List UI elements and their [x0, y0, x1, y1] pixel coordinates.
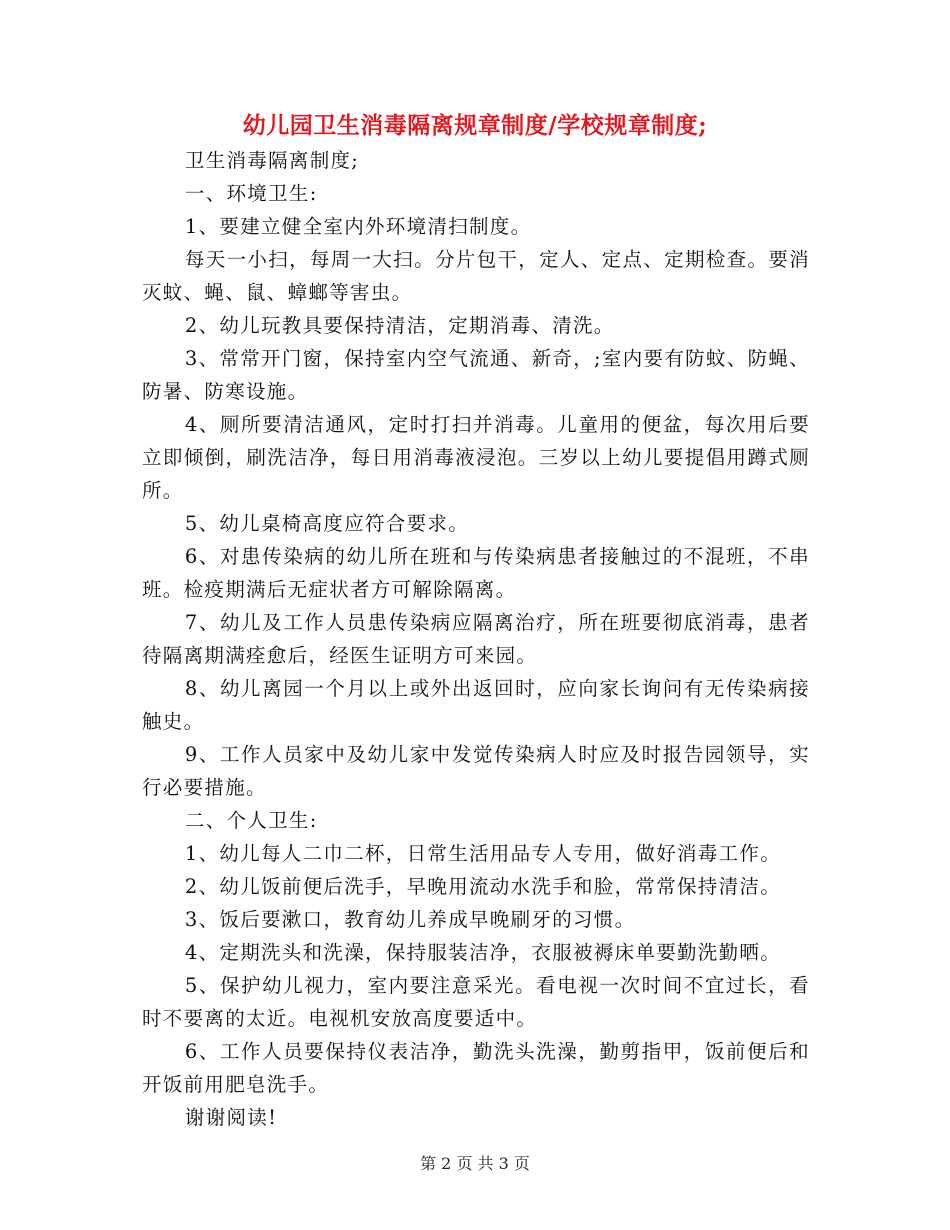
paragraph: 4、厕所要清洁通风，定时打扫并消毒。儿童用的便盆，每次用后要立即倾倒，刷洗洁净，每日用消毒液浸泡。三岁以上幼儿要提倡用蹲式厕所。 — [142, 413, 810, 502]
document-body — [142, 144, 810, 1134]
paragraph: 1、幼儿每人二巾二杯，日常生活用品专人专用，做好消毒工作。 — [184, 842, 781, 865]
section-heading: 一、环境卫生: — [184, 182, 318, 205]
paragraph: 8、幼儿离园一个月以上或外出返回时，应向家长询问有无传染病接触史。 — [142, 677, 810, 733]
document-title: 幼儿园卫生消毒隔离规章制度/学校规章制度; — [242, 112, 708, 139]
paragraph: 1、要建立健全室内外环境清扫制度。 — [184, 215, 532, 238]
paragraph: 7、幼儿及工作人员患传染病应隔离治疗，所在班要彻底消毒，患者待隔离期满痊愈后，经医生证明方可来园。 — [142, 611, 810, 667]
page-footer: 第 2 页 共 3 页 — [420, 1154, 530, 1173]
paragraph: 6、对患传染病的幼儿所在班和与传染病患者接触过的不混班，不串班。检疫期满后无症状者方可解除隔离。 — [142, 545, 810, 601]
paragraph: 每天一小扫，每周一大扫。分片包干，定人、定点、定期检查。要消灭蚊、蝇、鼠、蟑螂等害虫。 — [142, 248, 810, 304]
paragraph: 3、饭后要漱口，教育幼儿养成早晚刷牙的习惯。 — [184, 908, 636, 931]
paragraph: 2、幼儿饭前便后洗手，早晚用流动水洗手和脸，常常保持清洁。 — [184, 875, 781, 898]
paragraph: 2、幼儿玩教具要保持清洁，定期消毒、清洗。 — [184, 314, 615, 337]
paragraph: 6、工作人员要保持仪表洁净，勤洗头洗澡，勤剪指甲，饭前便后和开饭前用肥皂洗手。 — [142, 1040, 810, 1096]
paragraph: 9、工作人员家中及幼儿家中发觉传染病人时应及时报告园领导，实行必要措施。 — [142, 743, 810, 799]
paragraph: 卫生消毒隔离制度; — [184, 149, 360, 172]
paragraph: 5、保护幼儿视力，室内要注意采光。看电视一次时间不宜过长，看时不要离的太近。电视机安放高度要适中。 — [142, 974, 810, 1030]
paragraph: 5、幼儿桌椅高度应符合要求。 — [184, 512, 469, 535]
section-heading: 二、个人卫生: — [184, 809, 318, 832]
paragraph: 4、定期洗头和洗澡，保持服装洁净，衣服被褥床单要勤洗勤晒。 — [184, 941, 781, 964]
closing-line: 谢谢阅读! — [184, 1106, 278, 1129]
paragraph: 3、常常开门窗，保持室内空气流通、新奇，;室内要有防蚊、防蝇、防暑、防寒设施。 — [142, 347, 810, 403]
